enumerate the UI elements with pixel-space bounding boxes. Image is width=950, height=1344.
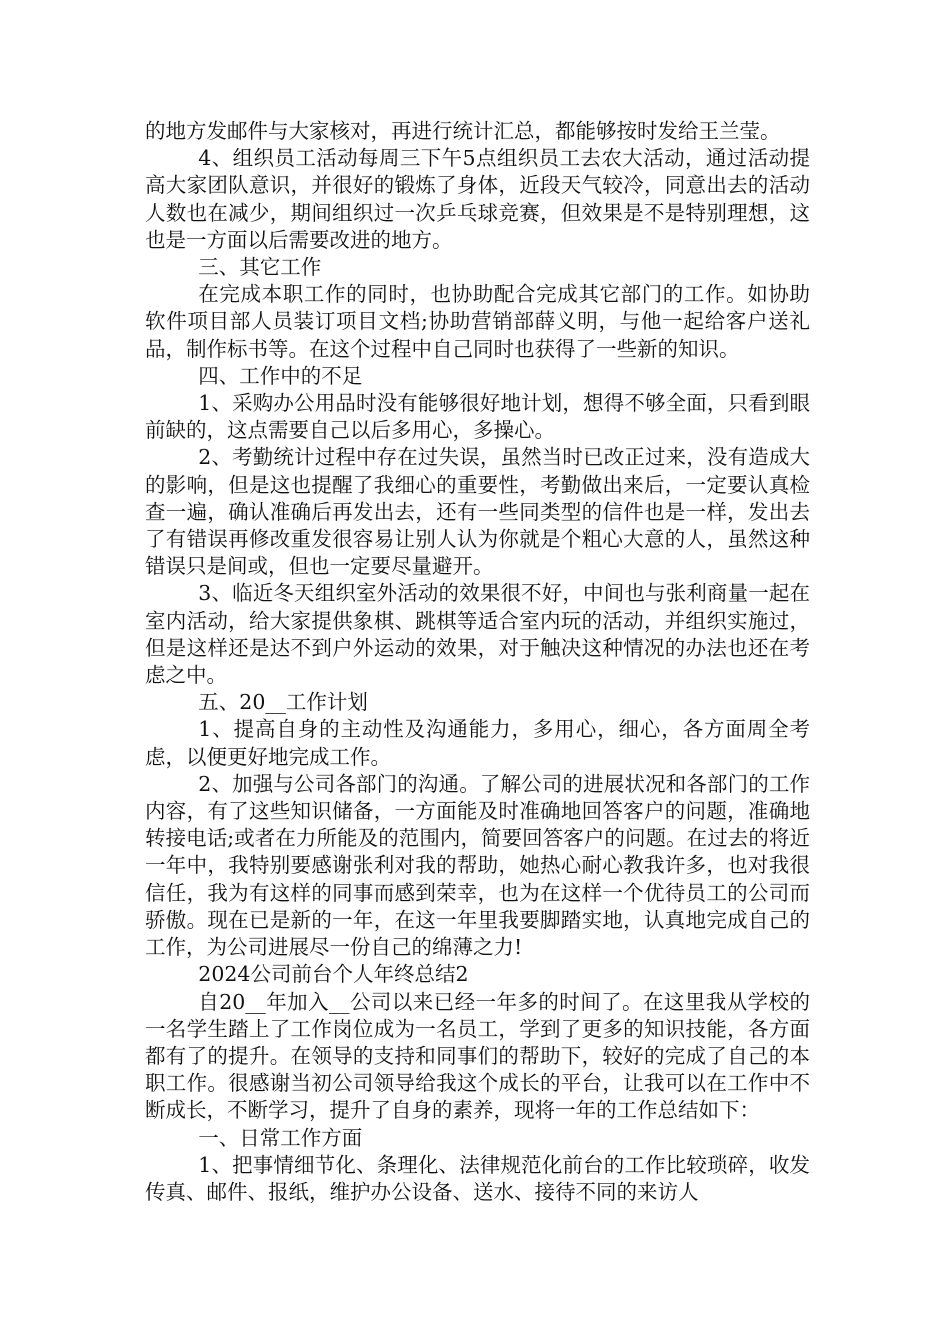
paragraph-intro: 自20__年加入__公司以来已经一年多的时间了。在这里我从学校的一名学生踏上了工作岗位成为一名员工，学到了更多的知识技能，各方面都有了的提升。在领导的支持和同事们的帮助下，较好的完成了自己的本职工作。很感谢当初公司领导给我这个成长的平台，让我可以在工作中不断成长，不断学习，提升了自身的素养，现将一年的工作总结如下： bbox=[145, 989, 810, 1123]
section-heading-work-plan: 五、20__工作计划 bbox=[198, 690, 368, 715]
section-heading-shortcomings: 四、工作中的不足 bbox=[198, 363, 363, 388]
paragraph-daily-work-1: 1、把事情细节化、条理化、法律规范化前台的工作比较琐碎，收发传真、邮件、报纸，维护办公设备、送水、接待不同的来访人 bbox=[145, 1152, 810, 1204]
paragraph-plan-2: 2、加强与公司各部门的沟通。了解公司的进展状况和各部门的工作内容，有了这些知识储备，一方面能及时准确地回答客户的问题，准确地转接电话;或者在力所能及的范围内，简要回答客户的问题。在过去的将近一年中，我特别要感谢张利对我的帮助，她热心耐心教我许多，也对我很信任，我为有这样的同事而感到荣幸，也为在这样一个优待员工的公司而骄傲。现在已是新的一年，在这一年里我要脚踏实地，认真地完成自己的工作，为公司进展尽一份自己的绵薄之力! bbox=[145, 771, 810, 960]
document-subtitle-summary-2: 2024公司前台个人年终总结2 bbox=[198, 962, 469, 987]
paragraph-shortcoming-1: 1、采购办公用品时没有能够很好地计划，想得不够全面，只看到眼前缺的，这点需要自己以后多用心，多操心。 bbox=[145, 391, 810, 443]
document-page bbox=[145, 118, 810, 1206]
section-heading-other-work: 三、其它工作 bbox=[198, 255, 322, 280]
section-heading-daily-work: 一、日常工作方面 bbox=[198, 1125, 363, 1150]
paragraph-plan-1: 1、提高自身的主动性及沟通能力，多用心，细心，各方面周全考虑，以便更好地完成工作。 bbox=[145, 717, 810, 769]
paragraph-shortcoming-3: 3、临近冬天组织室外活动的效果很不好，中间也与张利商量一起在室内活动，给大家提供象棋、跳棋等适合室内玩的活动，并组织实施过，但是这样还是达不到户外运动的效果，对于触决这种情况的办法也还在考虑之中。 bbox=[145, 581, 810, 688]
paragraph-activity: 4、组织员工活动每周三下午5点组织员工去农大活动，通过活动提高大家团队意识，并很好的锻炼了身体，近段天气较冷，同意出去的活动人数也在减少，期间组织过一次乒乓球竞赛，但效果是不是特别理想，这也是一方面以后需要改进的地方。 bbox=[145, 146, 810, 252]
paragraph-other-work: 在完成本职工作的同时，也协助配合完成其它部门的工作。如协助软件项目部人员装订项目文档;协助营销部薛义明，与他一起给客户送礼品，制作标书等。在这个过程中自己同时也获得了一些新的知识。 bbox=[145, 282, 810, 361]
paragraph-continuation: 的地方发邮件与大家核对，再进行统计汇总，都能够按时发给王兰莹。 bbox=[145, 119, 781, 143]
paragraph-shortcoming-2: 2、考勤统计过程中存在过失误，虽然当时已改正过来，没有造成大的影响，但是这也提醒了我细心的重要性，考勤做出来后，一定要认真检查一遍，确认准确后再发出去，还有一些同类型的信件也是一样，发出去了有错误再修改重发很容易让别人认为你就是个粗心大意的人，虽然这种错误只是间或，但也一定要尽量避开。 bbox=[145, 445, 810, 579]
